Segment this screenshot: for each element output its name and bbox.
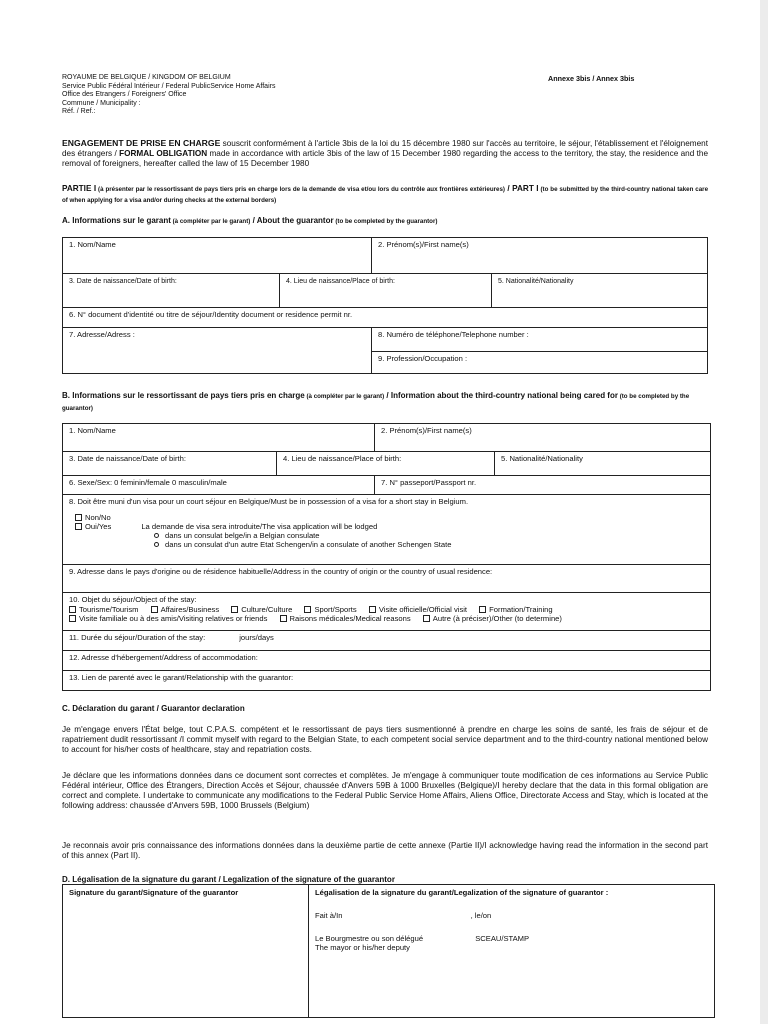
date-label: , le/on xyxy=(470,911,492,920)
national-name-field[interactable] xyxy=(63,424,375,452)
field-label: 11. Durée du séjour/Duration of the stay: xyxy=(69,633,206,642)
section-a-note-fr: (à compléter par le garant) xyxy=(170,218,251,225)
purpose-business-checkbox[interactable] xyxy=(151,606,158,613)
purpose-label: Raisons médicales/Medical reasons xyxy=(289,614,411,623)
field-label: 1. Nom/Name xyxy=(69,240,116,249)
field-label: 5. Nationalité/Nationality xyxy=(498,278,574,285)
field-label: 6. Sexe/Sex: 0 feminin/female 0 masculin/male xyxy=(69,478,227,487)
guarantor-first-name-field[interactable] xyxy=(372,238,708,274)
purpose-label: Affaires/Business xyxy=(160,605,220,614)
page-edge xyxy=(760,0,768,1024)
field-label: 7. Adresse/Adress : xyxy=(69,330,135,339)
field-label: 2. Prénom(s)/First name(s) xyxy=(381,426,472,435)
visa-lodged-label: La demande de visa sera introduite/The visa application will be lodged xyxy=(141,522,378,531)
field-label: 2. Prénom(s)/First name(s) xyxy=(378,240,469,249)
visa-yes-checkbox[interactable] xyxy=(75,523,82,530)
visa-requirement-field xyxy=(63,495,711,565)
section-d-title: D. Légalisation de la signature du garant / Legalization of the signature of the guarantor xyxy=(62,875,395,884)
guarantor-name-field[interactable] xyxy=(63,238,372,274)
guarantor-nationality-field[interactable] xyxy=(492,274,708,308)
purpose-culture-checkbox[interactable] xyxy=(231,606,238,613)
part1-title: PARTIE I xyxy=(62,184,97,193)
stamp-label: SCEAU/STAMP xyxy=(475,934,530,943)
field-label: 4. Lieu de naissance/Place of birth: xyxy=(283,454,402,463)
national-sex-field[interactable] xyxy=(63,476,375,495)
intro-title-en: FORMAL OBLIGATION xyxy=(119,149,208,158)
visa-yes-label: Oui/Yes xyxy=(85,522,112,531)
field-label: 3. Date de naissance/Date of birth: xyxy=(69,278,177,285)
national-nationality-field[interactable] xyxy=(495,452,711,476)
field-label: 8. Doit être muni d'un visa pour un court séjour en Belgique/Must be in possession of a visa for a short stay in Belgium. xyxy=(69,497,469,506)
field-label: 9. Adresse dans le pays d'origine ou de résidence habituelle/Address in the country of origin or the country of usual residence: xyxy=(69,567,493,576)
done-at-label: Fait à/In xyxy=(315,911,343,920)
section-c-title: C. Déclaration du garant / Guarantor declaration xyxy=(62,704,245,713)
third-country-national-table xyxy=(62,423,711,691)
section-b-title-fr: B. Informations sur le ressortissant de pays tiers pris en charge xyxy=(62,391,305,400)
relationship-field[interactable] xyxy=(63,671,711,691)
purpose-medical-checkbox[interactable] xyxy=(280,615,287,622)
declaration-paragraph-2: Je déclare que les informations données dans ce document sont correctes et complètes. Je m'engage à communiquer toute modification de ces informations au Service Public Fédéral intérieur, Office des Étrangers, Direction Accès et Séjour, chaussée d'Anvers 59B à 1000 Bruxelles (Belgique)/I hereby declare that the data in this formal obligation are correct and complete. I undertake to communicate any modifications to the Federal Public Service Home Affairs, Aliens Office, Directorate Access and Stay, which is located at the following address: chaussée d'Anvers 59B, 1000 Brussels (Belgium) xyxy=(62,771,708,810)
field-label: 3. Date de naissance/Date of birth: xyxy=(69,454,186,463)
purpose-label: Visite officielle/Official visit xyxy=(378,605,468,614)
guarantor-birth-date-field[interactable] xyxy=(63,274,280,308)
schengen-consulate-radio[interactable] xyxy=(154,542,159,547)
section-b-title xyxy=(62,390,710,414)
header-line: Service Public Fédéral Intérieur / Federal PublicService Home Affairs xyxy=(62,82,276,90)
field-label: 9. Profession/Occupation : xyxy=(378,354,468,363)
section-b-note-en: (to be completed by the guarantor) xyxy=(62,393,690,412)
part1-slash: / xyxy=(504,184,513,193)
mayor-label-en: The mayor or his/her deputy xyxy=(315,943,410,952)
visa-no-checkbox[interactable] xyxy=(75,514,82,521)
mayor-label-fr: Le Bourgmestre ou son délégué xyxy=(315,934,424,943)
accommodation-address-field[interactable] xyxy=(63,651,711,671)
national-passport-field[interactable] xyxy=(375,476,711,495)
signature-table xyxy=(62,884,715,1018)
schengen-consulate-label: dans un consulat d'un autre Etat Schengen/in a consulate of another Schengen State xyxy=(165,540,452,549)
field-label: 7. N° passeport/Passport nr. xyxy=(381,478,477,487)
purpose-family-visit-checkbox[interactable] xyxy=(69,615,76,622)
section-b-note-fr: (à compléter par le garant) xyxy=(304,393,385,400)
purpose-label: Autre (à préciser)/Other (to determine) xyxy=(432,614,562,623)
section-a-title xyxy=(62,216,712,225)
part1-heading xyxy=(62,184,708,206)
field-label: 12. Adresse d'hébergement/Address of accommodation: xyxy=(69,653,258,662)
purpose-label: Formation/Training xyxy=(489,605,553,614)
intro-text-en: made in accordance with article 3bis of the law of 15 December 1980 regarding the access to the territory, the stay, the residence and the removal of foreigners, hereafter called the law of 15 December 1980 xyxy=(62,149,709,168)
duration-unit: jours/days xyxy=(239,633,274,642)
intro-paragraph xyxy=(62,138,708,169)
purpose-label: Tourisme/Tourism xyxy=(79,605,139,614)
guarantor-birth-place-field[interactable] xyxy=(280,274,492,308)
header-line: Réf. / Ref.: xyxy=(62,108,96,115)
issuing-authority-header xyxy=(62,74,402,117)
guarantor-occupation-field[interactable] xyxy=(372,352,708,374)
section-a-title-fr: A. Informations sur le garant xyxy=(62,216,171,225)
field-label: 4. Lieu de naissance/Place of birth: xyxy=(286,278,395,285)
guarantor-address-field[interactable] xyxy=(63,328,372,374)
guarantor-phone-field[interactable] xyxy=(372,328,708,352)
declaration-paragraph-3: Je reconnais avoir pris connaissance des informations données dans la deuxième partie de cette annexe (Partie II)/I acknowledge having read the information in the second part of this annex (Part II). xyxy=(62,841,708,860)
stay-duration-field[interactable] xyxy=(63,631,711,651)
guarantor-signature-box[interactable] xyxy=(63,885,309,1018)
belgian-consulate-label: dans un consulat belge/in a Belgian consulate xyxy=(165,531,320,540)
guarantor-id-document-field[interactable] xyxy=(63,308,708,328)
purpose-tourism-checkbox[interactable] xyxy=(69,606,76,613)
belgian-consulate-radio[interactable] xyxy=(154,533,159,538)
part1-title-en: PART I xyxy=(512,184,539,193)
national-first-name-field[interactable] xyxy=(375,424,711,452)
purpose-label: Sport/Sports xyxy=(314,605,357,614)
field-label: 6. N° document d'identité ou titre de séjour/Identity document or residence permit nr. xyxy=(69,310,353,319)
section-a-note-en: (to be completed by the guarantor) xyxy=(333,218,438,225)
visa-no-label: Non/No xyxy=(85,513,111,522)
field-label: 10. Objet du séjour/Object of the stay: xyxy=(69,595,197,604)
purpose-label: Culture/Culture xyxy=(241,605,293,614)
field-label: 5. Nationalité/Nationality xyxy=(501,454,583,463)
part1-note-en: (to be submitted by the third-country national taken care of when applying for a visa and/or during checks at the external borders) xyxy=(62,186,709,204)
declaration-paragraph-1: Je m'engage envers l'État belge, tout C.P.A.S. compétent et le ressortissant de pays tiers susmentionné à prendre en charge les soins de santé, les frais de séjour et de rapatriement dudit ressortissant /I commit myself with regard to the Belgian State, to each competent social service department and to the third-country national mentioned below to account for his/her costs of healthcare, stay and repatriation costs. xyxy=(62,725,708,754)
national-birth-place-field[interactable] xyxy=(277,452,495,476)
legalization-box[interactable] xyxy=(309,885,715,1018)
annex-label: Annexe 3bis / Annex 3bis xyxy=(548,74,635,83)
header-line: Commune / Municipality : xyxy=(62,99,141,107)
field-label: 13. Lien de parenté avec le garant/Relationship with the guarantor: xyxy=(69,673,294,682)
purpose-training-checkbox[interactable] xyxy=(479,606,486,613)
section-b-title-en: / Information about the third-country national being cared for xyxy=(384,391,618,400)
national-home-address-field[interactable] xyxy=(63,565,711,593)
part1-note-fr: (à présenter par le ressortissant de pays tiers pris en charge lors de la demande de visa et/ou lors du contrôle aux frontières extérieures) xyxy=(96,186,505,193)
stay-purpose-field xyxy=(63,593,711,631)
purpose-sports-checkbox[interactable] xyxy=(304,606,311,613)
signature-box-label: Signature du garant/Signature of the guarantor xyxy=(69,888,239,897)
header-line: Office des Etrangers / Foreigners' Office xyxy=(62,91,187,98)
guarantor-info-table xyxy=(62,237,708,374)
section-a-title-en: / About the guarantor xyxy=(250,216,334,225)
field-label: 8. Numéro de téléphone/Telephone number : xyxy=(378,330,529,339)
intro-title-fr: ENGAGEMENT DE PRISE EN CHARGE xyxy=(62,138,221,148)
legalization-box-label: Légalisation de la signature du garant/Legalization of the signature of guarantor : xyxy=(315,888,609,897)
header-line: ROYAUME DE BELGIQUE / KINGDOM OF BELGIUM xyxy=(62,74,231,81)
field-label: 1. Nom/Name xyxy=(69,426,116,435)
purpose-other-checkbox[interactable] xyxy=(423,615,430,622)
intro-text-fr: souscrit conformément à l'article 3bis de la loi du 15 décembre 1980 sur l'accès au territoire, le séjour, l'établissement et l'éloignement des étrangers / xyxy=(62,139,708,158)
national-birth-date-field[interactable] xyxy=(63,452,277,476)
purpose-label: Visite familiale ou à des amis/Visiting relatives or friends xyxy=(79,614,268,623)
purpose-official-visit-checkbox[interactable] xyxy=(369,606,376,613)
